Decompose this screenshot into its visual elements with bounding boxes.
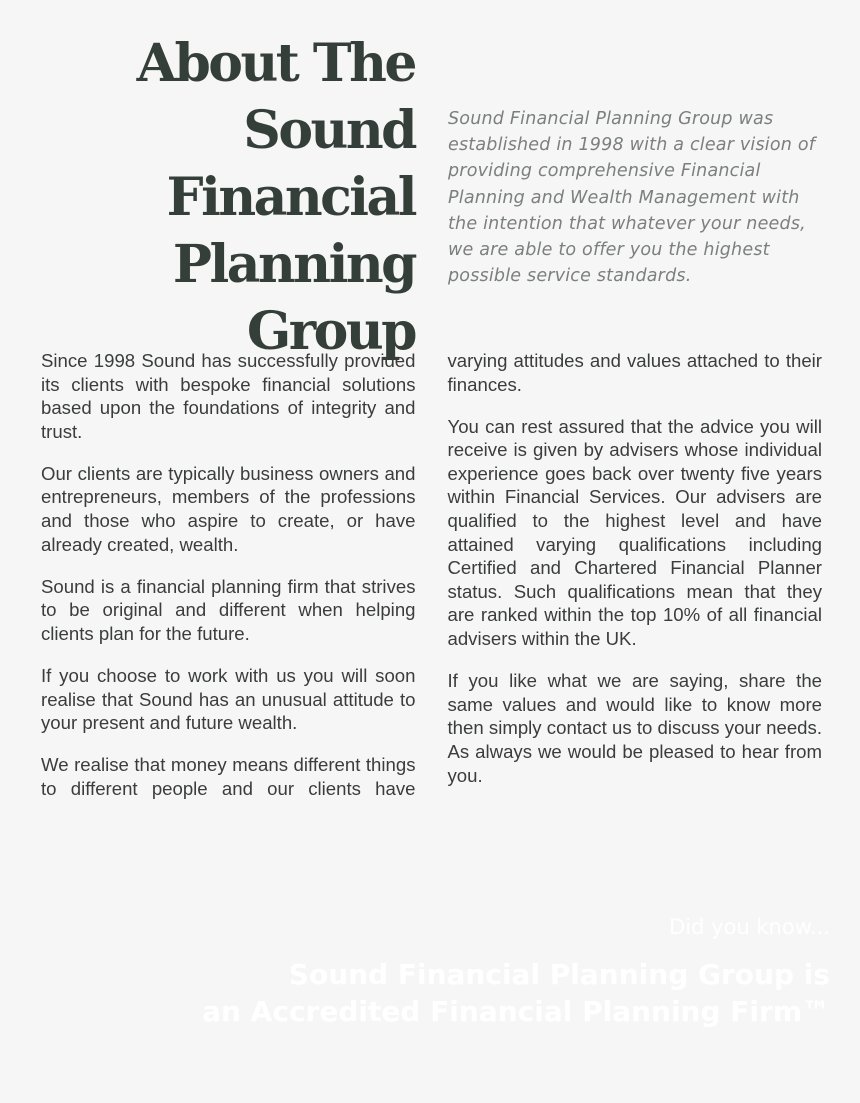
page-title-line: Financial [166, 167, 415, 228]
accreditation-line: Sound Financial Planning Group is [288, 958, 830, 991]
page-title-line: About The [136, 33, 415, 94]
did-you-know-label: Did you know... [669, 915, 830, 939]
body-paragraph: If you choose to work with us you will soon realise that Sound has an unusual attitude to your present and future wealth. [41, 665, 416, 734]
body-text [41, 349, 822, 829]
page-title-line: Sound [243, 100, 415, 161]
intro-statement: Sound Financial Planning Group was established in 1998 with a clear vision of providing comprehensive Financial Planning and Wealth Management with the intention that whatever your needs, we are able to offer you the highest possible service standards. [448, 109, 816, 287]
body-paragraph: We realise that money means different things to different people and our clients have varying attitudes and values attached to their finances. [41, 350, 822, 799]
body-paragraph: Our clients are typically business owners and entrepreneurs, members of the professions and those who aspire to create, or have already created, wealth. [41, 462, 416, 555]
page-title [20, 30, 415, 365]
accreditation-statement [150, 956, 830, 1030]
page-title-line: Planning Group [172, 234, 415, 362]
body-paragraph: Sound is a financial planning firm that strives to be original and different when helping clients plan for the future. [41, 575, 416, 644]
body-paragraph: You can rest assured that the advice you will receive is given by advisers whose individual experience goes back over twenty five years within Financial Services. Our advisers are qualified to the highest level and have attained varying qualifications including Certified and Chartered Financial Planner status. Such qualifications mean that they are ranked within the top 10% of all financial advisers within the UK. [447, 415, 822, 650]
body-paragraph: If you like what we are saying, share the same values and would like to know more then simply contact us to discuss your needs. As always we would be pleased to hear from you. [447, 670, 822, 786]
body-paragraph: Since 1998 Sound has successfully provided its clients with bespoke financial solutions based upon the foundations of integrity and trust. [41, 350, 416, 442]
accreditation-line: an Accredited Financial Planning Firm™ [202, 995, 830, 1028]
